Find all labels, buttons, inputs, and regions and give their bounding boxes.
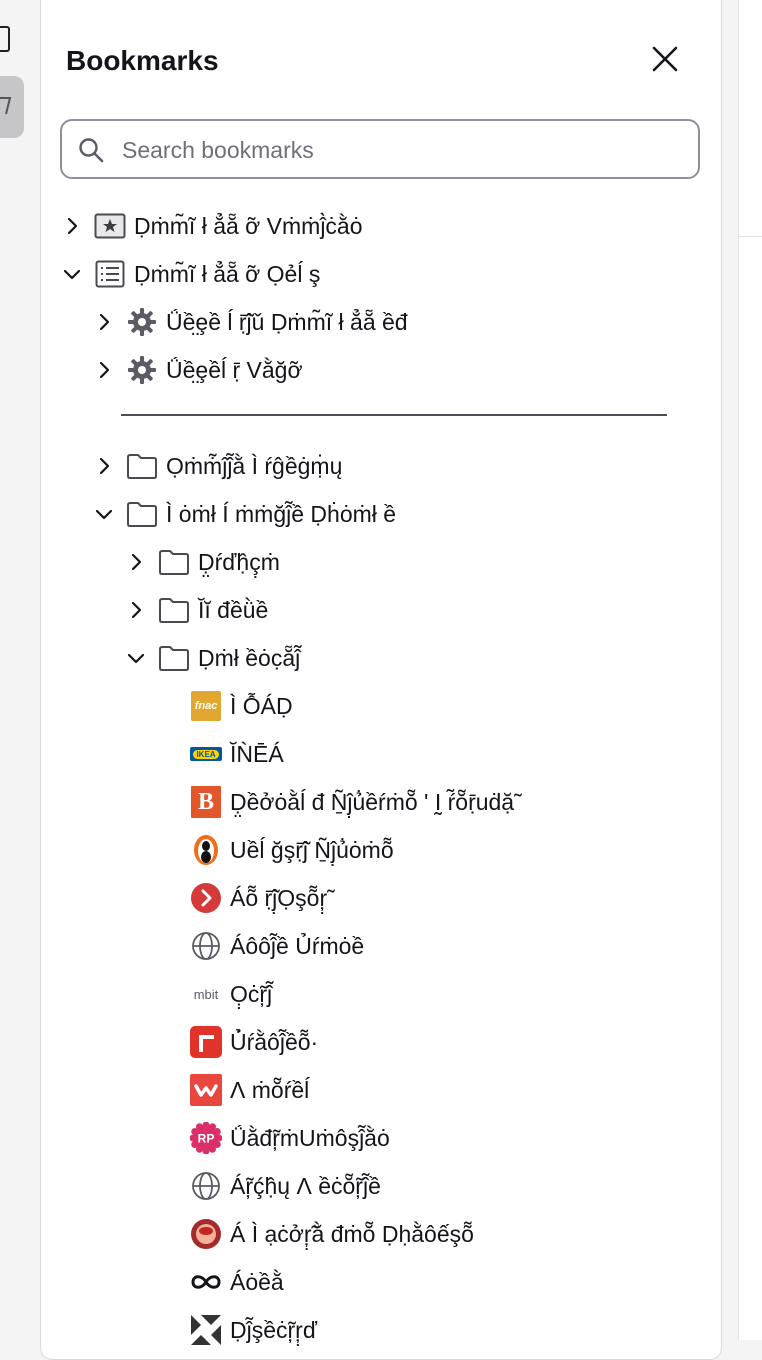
infinity-favicon <box>190 1273 222 1291</box>
gear-icon <box>127 355 157 385</box>
bookmark-item[interactable] <box>156 1114 390 1162</box>
bookmark-item[interactable] <box>156 778 514 826</box>
chevron-right-icon <box>92 310 116 334</box>
globe-icon <box>191 1171 221 1201</box>
bookmark-folder[interactable] <box>60 250 320 298</box>
patterned-favicon <box>191 1315 221 1345</box>
bookmark-label: Ĭĭ đềǜề <box>198 596 269 623</box>
bookmark-item[interactable] <box>156 970 272 1018</box>
chevron-right-icon <box>92 358 116 382</box>
expand-toggle <box>156 934 180 958</box>
expand-toggle[interactable] <box>124 646 148 670</box>
bookmark-label: Ḍ̤ềởȯằĺ đ Ṉ̃ĵ̣ủ̇ềŕṁŏ̃ ' Ḭ ŕ̃ŏ̃ṝuḋặ̃ <box>230 788 515 815</box>
row-icon <box>158 594 190 626</box>
chevron-down-icon <box>124 646 148 670</box>
bookmarks-panel <box>40 0 722 1360</box>
bookmark-item[interactable] <box>156 922 364 970</box>
folder-icon <box>158 548 190 576</box>
row-icon <box>190 834 222 866</box>
sidebar-tab-icon[interactable] <box>0 26 10 52</box>
bookmark-item[interactable] <box>156 1018 318 1066</box>
close-button[interactable] <box>645 39 685 79</box>
bookmark-label: Ḍĵ̃şềċŗ̃ŗ̣ď <box>230 1316 317 1343</box>
bookmark-folder[interactable] <box>124 538 280 586</box>
expand-toggle[interactable] <box>124 598 148 622</box>
penguin-favicon <box>193 834 219 866</box>
content-area-edge <box>738 0 762 1340</box>
bookmark-folder[interactable] <box>124 634 300 682</box>
bookmark-label: Ủ̇ŕằôĵ̃ềõ̃· <box>230 1028 319 1055</box>
bookmark-item[interactable] <box>156 826 394 874</box>
expand-toggle <box>156 1078 180 1102</box>
expand-toggle <box>156 1030 180 1054</box>
row-icon <box>94 210 126 242</box>
search-input[interactable] <box>120 129 684 171</box>
bookmark-item[interactable] <box>156 1066 309 1114</box>
row-icon <box>190 978 222 1010</box>
bookmark-label: Ḍṁł ềȯc̣ẵĵ̃ <box>198 644 301 671</box>
expand-toggle <box>156 790 180 814</box>
ikea-favicon: IKEA <box>190 747 222 761</box>
bookmarks-toolbar-icon <box>94 213 126 239</box>
folder-icon <box>126 500 158 528</box>
folder-icon <box>126 452 158 480</box>
expand-toggle[interactable] <box>92 310 116 334</box>
bookmark-item[interactable] <box>156 682 293 730</box>
bookmark-item[interactable] <box>156 1162 381 1210</box>
bookmark-folder[interactable] <box>124 586 268 634</box>
bookmark-star-icon <box>0 96 14 116</box>
divider <box>739 236 762 237</box>
bookmark-label: Ḍṁm̃ĩ ł ẳẵ ỡ Vṁṁĵ̀ċằȯ <box>134 212 363 239</box>
bookmark-folder[interactable] <box>92 346 303 394</box>
expand-toggle <box>156 886 180 910</box>
row-icon <box>190 1218 222 1250</box>
chevron-down-icon <box>92 502 116 526</box>
search-box[interactable] <box>60 119 700 179</box>
expand-toggle <box>156 1270 180 1294</box>
expand-toggle[interactable] <box>92 358 116 382</box>
row-icon <box>190 930 222 962</box>
fnac-favicon: fnac <box>191 691 221 721</box>
bookmark-label: ĬǸĒÁ <box>230 740 284 767</box>
expand-toggle <box>156 742 180 766</box>
bookmark-label: Á Ì ạċởŗ̣̃ằ đṁŏ̃ Ḍḥằôếşõ̃ <box>230 1220 474 1247</box>
bookmark-item[interactable] <box>156 1210 474 1258</box>
row-icon <box>190 1170 222 1202</box>
expand-toggle[interactable] <box>60 214 84 238</box>
bookmark-label: Ḍṁm̃ĩ ł ẳẵ ỡ Ọẻĺ ş <box>134 260 321 287</box>
row-icon <box>94 258 126 290</box>
mbit-favicon: mbit <box>193 986 219 1002</box>
expand-toggle <box>156 1222 180 1246</box>
tree-separator <box>121 414 667 416</box>
globe-icon <box>191 931 221 961</box>
bookmark-label: Ǘề̤ȩề ĺ ṝ̃ĵǔ Ḍṁm̃ĩ ł ẳẵ ềđ <box>166 308 408 335</box>
chevron-right-icon <box>124 598 148 622</box>
red-square-favicon <box>190 1026 222 1058</box>
row-icon <box>190 690 222 722</box>
gear-icon <box>127 307 157 337</box>
expand-toggle[interactable] <box>124 550 148 574</box>
bookmarks-menu-icon <box>95 260 125 288</box>
b-favicon: B <box>191 786 221 818</box>
bookmark-item[interactable] <box>156 730 284 778</box>
chevron-right-icon <box>124 550 148 574</box>
bookmark-label: Áŗ̃ḉḥ̂ų Ʌ ềċŏ̃ŗ̃ĵ̃ề <box>230 1172 381 1199</box>
red-circle-favicon <box>191 1219 221 1249</box>
expand-toggle <box>156 1174 180 1198</box>
bookmark-label: Áõ̃ ṝ̃ĵ̣Ọşõ̃ŗ̣̃ <box>230 884 328 911</box>
row-icon <box>190 1314 222 1346</box>
row-icon <box>190 786 222 818</box>
expand-toggle <box>156 1126 180 1150</box>
row-icon <box>190 1122 222 1154</box>
left-sidebar-strip <box>0 0 40 1340</box>
search-icon <box>78 137 104 163</box>
bookmark-label: Ì ỖÁḌ <box>230 692 293 719</box>
row-icon <box>126 306 158 338</box>
svg-text:RP: RP <box>197 1131 215 1146</box>
expand-toggle <box>156 694 180 718</box>
expand-toggle[interactable] <box>92 454 116 478</box>
row-icon <box>190 738 222 770</box>
row-icon <box>126 498 158 530</box>
bookmark-label: Ʌ ṁŏ̃ŕềĺ <box>230 1076 310 1103</box>
expand-toggle <box>156 1318 180 1342</box>
rp-favicon <box>190 1122 222 1154</box>
expand-toggle <box>156 838 180 862</box>
bookmark-folder[interactable] <box>92 298 408 346</box>
bookmark-label: Ǘằđŗ̃ṁUṁôşĵ̃ằȯ <box>230 1124 390 1151</box>
wallapop-favicon <box>190 1074 222 1106</box>
row-icon <box>158 546 190 578</box>
row-icon <box>126 450 158 482</box>
bookmark-label: Ọṁṁ̃ĵĵ̃ằ Ì ŕĝềġṃ̇ų <box>166 452 343 479</box>
row-icon <box>126 354 158 386</box>
bookmark-item[interactable] <box>156 874 327 922</box>
bookmark-folder[interactable] <box>60 202 363 250</box>
chevron-right-icon <box>92 454 116 478</box>
bookmark-label: Ǘề̤ȩềĺ ṝ Vằğỡ <box>166 356 303 383</box>
expand-toggle[interactable] <box>60 262 84 286</box>
folder-icon <box>158 644 190 672</box>
bookmark-label: Ọ̣ċŗ̃ĵ̃ <box>230 980 273 1007</box>
bookmark-label: Ḍ̤ŕďḥ̂ç̣ṁ <box>198 548 280 575</box>
panel-title: Bookmarks <box>66 45 219 76</box>
sidebar-bookmarks-tab[interactable] <box>0 76 24 138</box>
bookmark-label: Áôôĵ̃ề Ủŕṁȯề <box>230 932 365 959</box>
bookmark-item[interactable] <box>156 1258 284 1306</box>
close-icon <box>645 39 685 79</box>
folder-icon <box>158 596 190 624</box>
chevron-down-icon <box>60 262 84 286</box>
bookmark-label: Ì ȯṁł Í ṁṁğĵ̃ề Ḍḣȯṁł ề <box>166 500 397 527</box>
bookmark-folder[interactable] <box>92 490 396 538</box>
row-icon <box>158 642 190 674</box>
bookmark-label: Uềĺ ğşṝ̃ĵ Ṉ̃ĵ̣ủ̇ȯṁõ̃ <box>230 836 394 863</box>
chevron-right-icon <box>60 214 84 238</box>
bookmark-folder[interactable] <box>92 442 342 490</box>
expand-toggle <box>156 982 180 1006</box>
row-icon <box>190 1026 222 1058</box>
red-arrow-favicon <box>191 883 221 913</box>
bookmark-label: Áȯềằ <box>230 1268 284 1295</box>
row-icon <box>190 1266 222 1298</box>
row-icon <box>190 1074 222 1106</box>
expand-toggle[interactable] <box>92 502 116 526</box>
row-icon <box>190 882 222 914</box>
bookmark-item[interactable] <box>156 1306 317 1354</box>
